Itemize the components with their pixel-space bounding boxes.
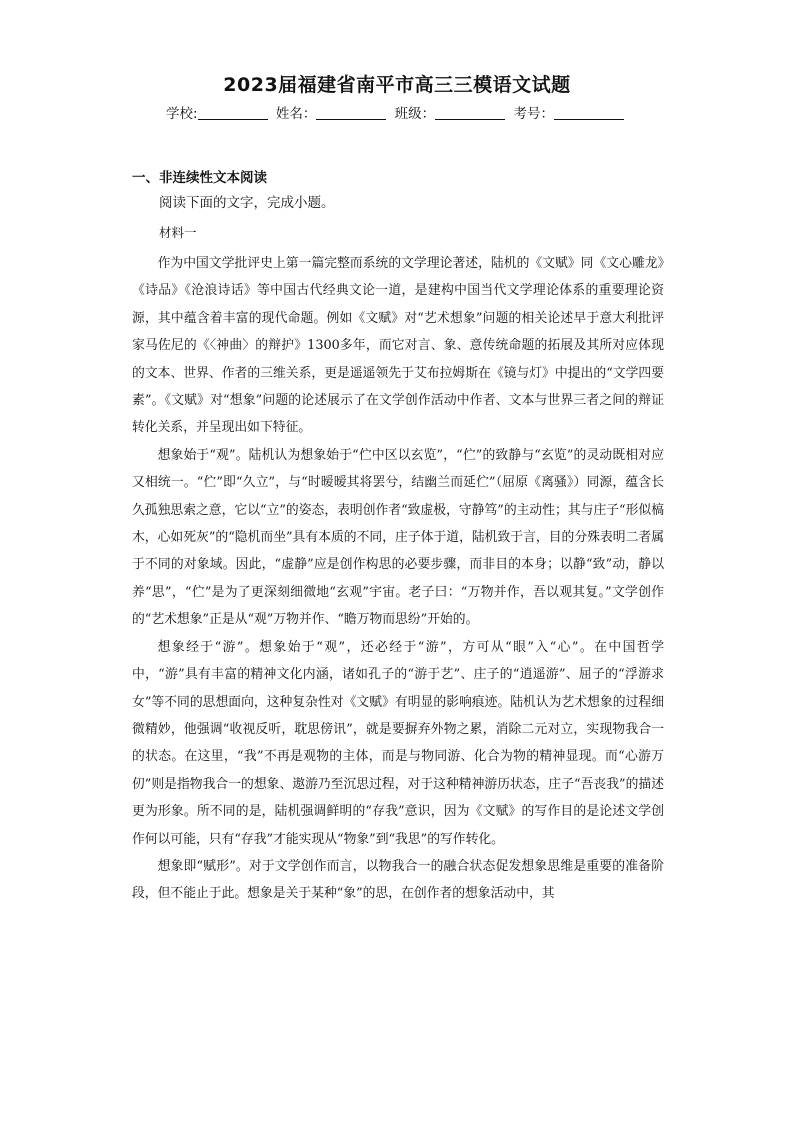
school-label: 学校:: [166, 106, 198, 122]
material-label: 材料一: [159, 225, 197, 240]
name-label: 姓名：: [275, 106, 317, 122]
exam-no-blank[interactable]: [554, 105, 624, 120]
paragraph-4: 想象即“赋形”。对于文学创作而言，以物我合一的融合状态促发想象思维是重要的准备阶段，但不能止于此。想象是关于某种“象”的思，在创作者的想象活动中，其: [132, 858, 664, 902]
instruction-text: 阅读下面的文字，完成小题。: [159, 195, 335, 211]
class-label: 班级：: [394, 106, 436, 122]
passage-body: [132, 250, 664, 908]
student-info-line: [0, 102, 794, 122]
class-blank[interactable]: [435, 105, 505, 120]
document-title: 2023届福建省南平市高三三模语文试题: [223, 74, 571, 96]
name-blank[interactable]: [316, 105, 386, 120]
exam-no-label: 考号：: [513, 106, 554, 122]
section-heading: 一、非连续性文本阅读: [132, 170, 267, 186]
school-blank[interactable]: [198, 105, 268, 120]
paragraph-1: 作为中国文学批评史上第一篇完整而系统的文学理论著述，陆机的《文赋》同《文心雕龙》《诗品》《沧浪诗话》等中国古代经典文论一道，是建构中国当代文学理论体系的重要理论资源，其中蕴含着丰富的现代命题。例如《文赋》对“艺术想象”问题的相关论述早于意大利批评家马佐尼的《〈神曲〉的辩护》1300多年，而它对言、象、意传统命题的拓展及其所对应体现的文本、世界、作者的三维关系，更是遥遥领先于艾布拉姆斯在《镜与灯》中提出的“文学四要素”。《文赋》对“想象”问题的论述展示了在文学创作活动中作者、文本与世界三者之间的辩证转化关系，并呈现出如下特征。: [132, 256, 664, 436]
paragraph-2: 想象始于“观”。陆机认为想象始于“伫中区以玄览”，“伫”的致静与“玄览”的灵动既相对应又相统一。“伫”即“久立”，与“时暧暧其将罢兮，结幽兰而延伫”（屈原《离骚》）同源，蕴含长久孤独思索之意，它以“立”的姿态，表明创作者“致虚极，守静笃”的主动性；其与庄子“形似槁木，心如死灰”的“隐机而坐”具有本质的不同，庄子体于道，陆机致于言，目的分殊表明二者属于不同的对象域。因此，“虚静”应是创作构思的必要步骤，而非目的本身；以静“致”动，静以养“思”，“伫”是为了更深刻细微地“玄观”宇宙。老子曰：“万物并作，吾以观其复。”文学创作的“艺术想象”正是从“观”万物并作、“瞻万物而思纷”开始的。: [132, 447, 664, 628]
paragraph-3: 想象经于“游”。想象始于“观”，还必经于“游”，方可从“眼”入“心”。在中国哲学中，“游”具有丰富的精神文化内涵，诸如孔子的“游于艺”、庄子的“逍遥游”、屈子的“浮游求女”等不同的思想面向，这种复杂性对《文赋》有明显的影响痕迹。陆机认为艺术想象的过程细微精妙，他强调“收视反听，耽思傍讯”，就是要摒弃外物之累，消除二元对立，实现物我合一的状态。在这里，“我”不再是观物的主体，而是与物同游、化合为物的精神显现。而“心游万仞”则是指物我合一的想象、遨游乃至沉思过程，对于这种精神游历状态，庄子“吾丧我”的描述更为形象。所不同的是，陆机强调鲜明的“存我”意识，因为《文赋》的写作目的是论述文学创作何以可能，只有“存我”才能实现从“物象”到“我思”的写作转化。: [132, 639, 664, 847]
